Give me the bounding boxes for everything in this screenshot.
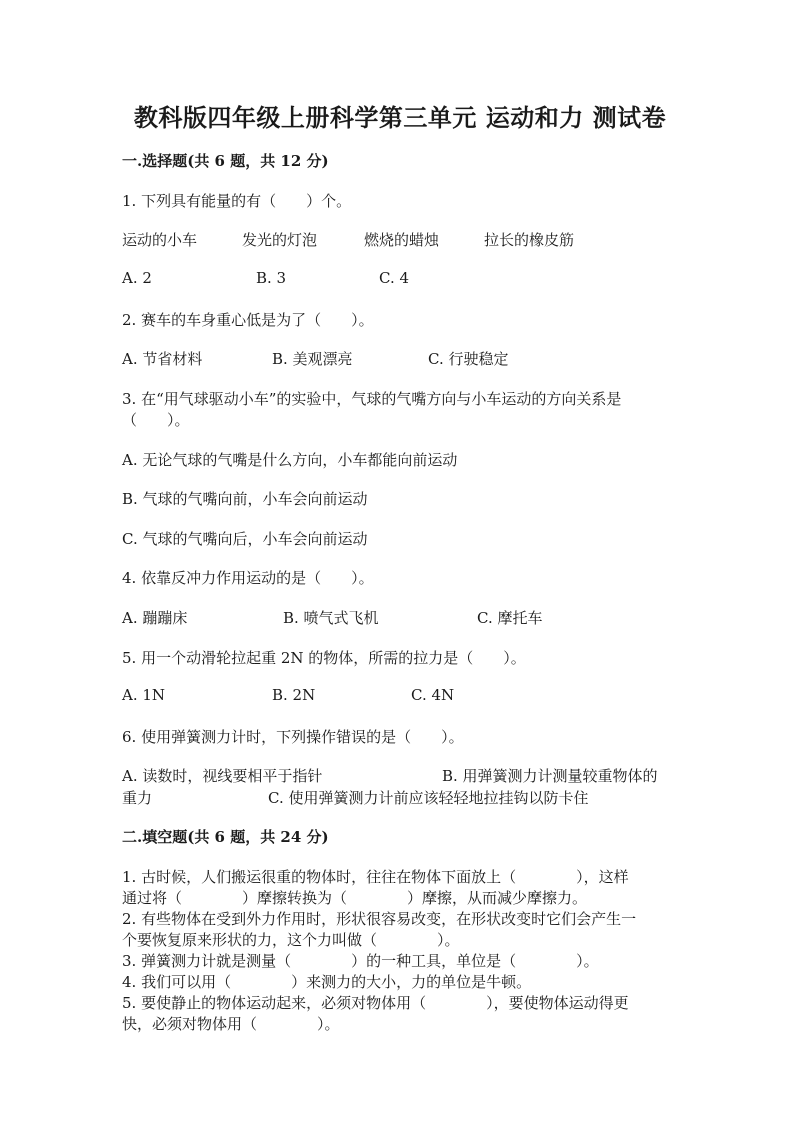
option-a: A. 2 xyxy=(122,269,152,287)
question-stem: 6. 使用弹簧测力计时，下列操作错误的是（ ）。 xyxy=(122,728,464,746)
option-c: C. 4N xyxy=(411,686,455,704)
page-title: 教科版四年级上册科学第三单元 运动和力 测试卷 xyxy=(133,103,667,132)
option-c: C. 使用弹簧测力计前应该轻轻地拉挂钩以防卡住 xyxy=(268,789,589,807)
question-stem: 1. 下列具有能量的有（ ）个。 xyxy=(122,192,352,210)
question-stem: 4. 依靠反冲力作用运动的是（ ）。 xyxy=(122,569,374,587)
section-heading-choice: 一.选择题(共 6 题，共 12 分) xyxy=(122,152,329,170)
option-a: A. 蹦蹦床 xyxy=(122,609,188,627)
option-a: A. 1N xyxy=(122,686,166,704)
option-b: B. 2N xyxy=(272,686,316,704)
option-b-cont: 重力 xyxy=(122,789,153,807)
option-b: B. 3 xyxy=(256,269,287,287)
question-item: 燃烧的蜡烛 xyxy=(364,231,440,249)
fill-line: 通过将（ ）摩擦转换为（ ）摩擦，从而减少摩擦力。 xyxy=(122,889,588,907)
question-stem: 5. 用一个动滑轮拉起重 2N 的物体，所需的拉力是（ ）。 xyxy=(122,649,526,667)
option-b: B. 美观漂亮 xyxy=(272,350,353,368)
option-a: A. 无论气球的气嘴是什么方向，小车都能向前运动 xyxy=(122,451,458,469)
option-c: C. 4 xyxy=(379,269,410,287)
option-c: C. 行驶稳定 xyxy=(428,350,509,368)
fill-line: 1. 古时候，人们搬运很重的物体时，往往在物体下面放上（ ），这样 xyxy=(122,868,629,886)
fill-line: 个要恢复原来形状的力，这个力叫做（ ）。 xyxy=(122,931,460,949)
option-c: C. 摩托车 xyxy=(477,609,543,627)
question-item: 发光的灯泡 xyxy=(242,231,318,249)
fill-line: 4. 我们可以用（ ）来测力的大小，力的单位是牛顿。 xyxy=(122,973,532,991)
fill-line: 快，必须对物体用（ ）。 xyxy=(122,1015,340,1033)
question-stem-cont: （ ）。 xyxy=(122,411,190,429)
fill-line: 2. 有些物体在受到外力作用时，形状很容易改变，在形状改变时它们会产生一 xyxy=(122,910,637,928)
question-item: 运动的小车 xyxy=(122,231,198,249)
option-a: A. 读数时，视线要相平于指针 xyxy=(122,767,323,785)
question-stem: 3. 在“用气球驱动小车”的实验中，气球的气嘴方向与小车运动的方向关系是 xyxy=(122,390,622,408)
option-b: B. 气球的气嘴向前，小车会向前运动 xyxy=(122,490,368,508)
fill-line: 5. 要使静止的物体运动起来，必须对物体用（ ），要使物体运动得更 xyxy=(122,994,629,1012)
section-heading-fill: 二.填空题(共 6 题，共 24 分) xyxy=(122,828,329,846)
option-b: B. 用弹簧测力计测量较重物体的 xyxy=(442,767,658,785)
fill-line: 3. 弹簧测力计就是测量（ ）的一种工具，单位是（ ）。 xyxy=(122,952,599,970)
option-b: B. 喷气式飞机 xyxy=(283,609,379,627)
option-c: C. 气球的气嘴向后，小车会向前运动 xyxy=(122,530,368,548)
question-stem: 2. 赛车的车身重心低是为了（ ）。 xyxy=(122,311,374,329)
question-item: 拉长的橡皮筋 xyxy=(484,231,575,249)
option-a: A. 节省材料 xyxy=(122,350,203,368)
